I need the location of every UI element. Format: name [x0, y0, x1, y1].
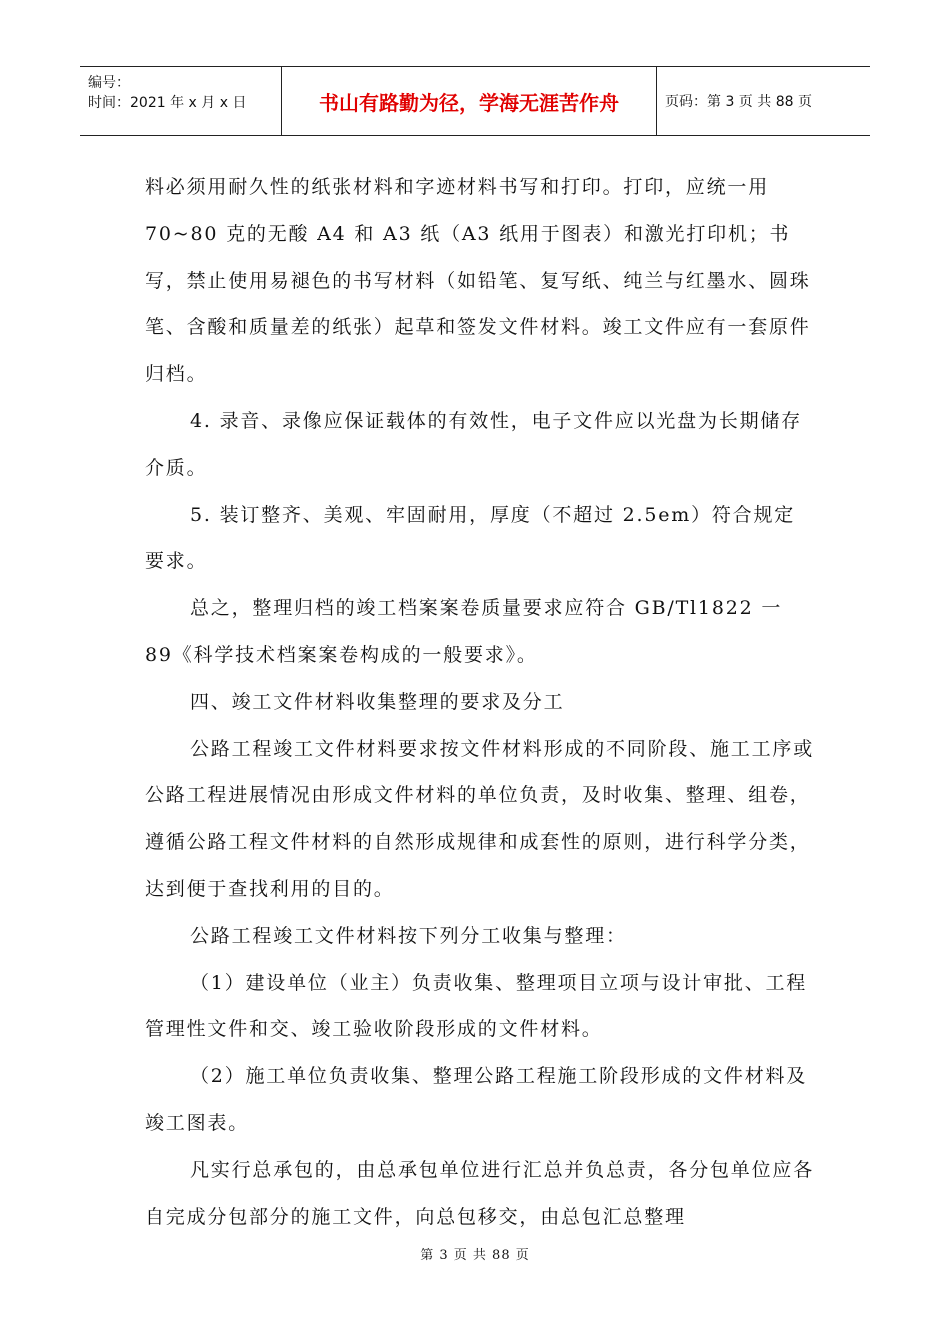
header-meta	[80, 67, 282, 135]
document-date: 时间：2021 年 x 月 x 日	[88, 95, 247, 111]
paragraph-5: 公路工程竣工文件材料要求按文件材料形成的不同阶段、施工工序或公路工程进展情况由形成文件材料的单位负责，及时收集、整理、组卷，遵循公路工程文件材料的自然形成规律和成套性的原则，进行科学分类，达到便于查找利用的目的。	[145, 737, 815, 900]
paragraph-7: （1）建设单位（业主）负责收集、整理项目立项与设计审批、工程管理性文件和交、竣工验收阶段形成的文件材料。	[145, 971, 808, 1041]
paragraph-9: 凡实行总承包的，由总承包单位进行汇总并负总责，各分包单位应各自完成分包部分的施工文件，向总包移交，由总包汇总整理	[145, 1158, 815, 1228]
document-body	[145, 164, 815, 1240]
section-heading: 四、竣工文件材料收集整理的要求及分工	[190, 690, 565, 713]
page-footer: 第 3 页 共 88 页	[420, 1248, 530, 1263]
paragraph-6: 公路工程竣工文件材料按下列分工收集与整理：	[190, 924, 627, 947]
header-page-info: 页码：第 3 页 共 88 页	[665, 94, 812, 110]
document-number-label: 编号：	[88, 75, 130, 91]
paragraph-2: 4. 录音、录像应保证载体的有效性，电子文件应以光盘为长期储存介质。	[145, 409, 802, 479]
page-header	[80, 66, 870, 136]
header-motto: 书山有路勤为径，学海无涯苦作舟	[282, 67, 657, 135]
paragraph-1: 料必须用耐久性的纸张材料和字迹材料书写和打印。打印，应统一用 70~80 克的无酸 A4 和 A3 纸（A3 纸用于图表）和激光打印机；书写，禁止使用易褪色的书写材料（如铅笔、复写纸、纯兰与红墨水、圆珠笔、含酸和质量差的纸张）起草和签发文件材料。竣工文件应有一套原件归档。	[145, 176, 811, 386]
paragraph-4: 总之，整理归档的竣工档案案卷质量要求应符合 GB/Tl1822 一 89《科学技术档案案卷构成的一般要求》。	[145, 597, 783, 666]
paragraph-3: 5. 装订整齐、美观、牢固耐用，厚度（不超过 2.5em）符合规定要求。	[145, 503, 796, 573]
paragraph-8: （2）施工单位负责收集、整理公路工程施工阶段形成的文件材料及竣工图表。	[145, 1065, 808, 1134]
